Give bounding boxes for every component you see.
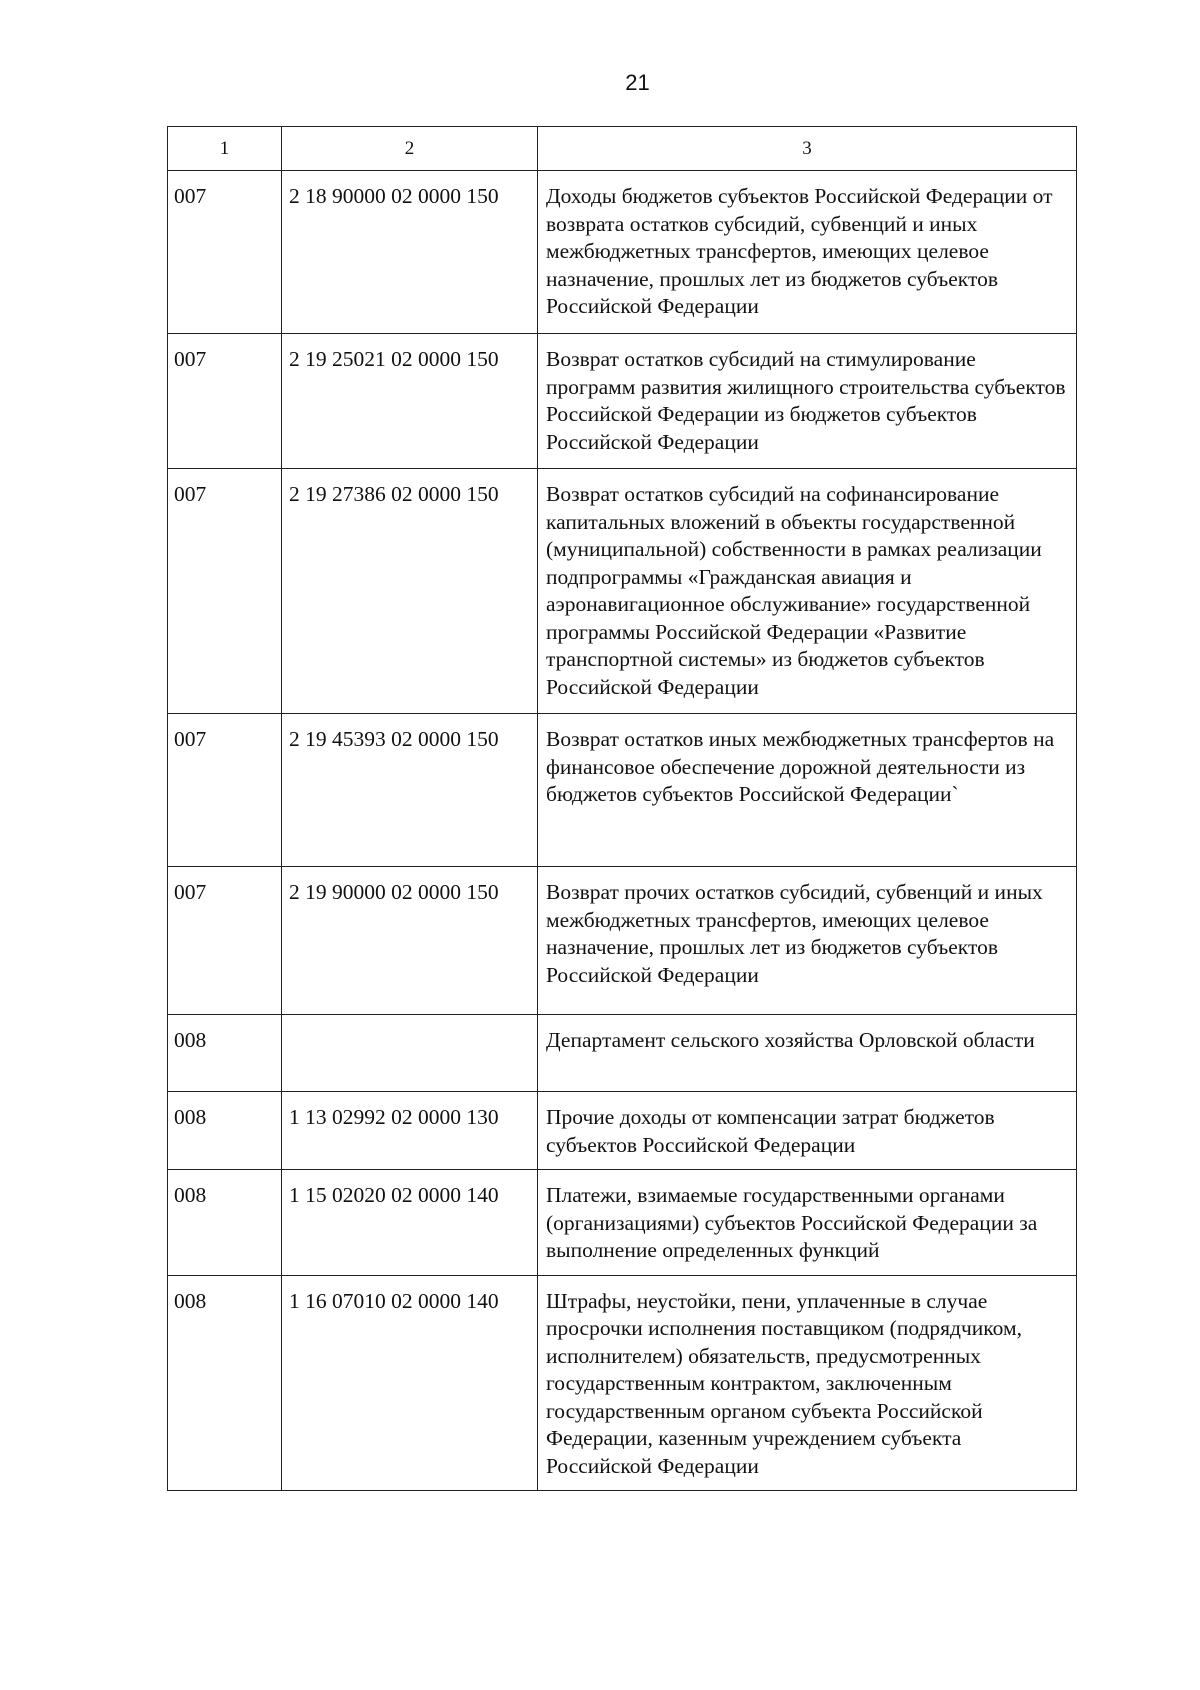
table-row — [168, 334, 1077, 469]
description-cell: Возврат остатков иных межбюджетных трансфертов на финансовое обеспечение дорожной деятельности из бюджетов субъектов Российской Федерации` — [538, 714, 1077, 867]
description-cell: Возврат остатков субсидий на стимулирование программ развития жилищного строительства субъектов Российской Федерации из бюджетов субъектов Российской Федерации — [538, 334, 1077, 469]
revenue-code-cell — [282, 1015, 538, 1092]
revenue-code-cell: 1 13 02992 02 0000 130 — [282, 1092, 538, 1170]
department-name-cell: Департамент сельского хозяйства Орловской области — [538, 1015, 1077, 1092]
description-cell: Прочие доходы от компенсации затрат бюджетов субъектов Российской Федерации — [538, 1092, 1077, 1170]
revenue-code-cell: 2 19 25021 02 0000 150 — [282, 334, 538, 469]
table-row — [168, 714, 1077, 867]
table-row — [168, 469, 1077, 714]
table-row — [168, 1015, 1077, 1092]
page-number: 21 — [625, 70, 650, 95]
revenue-code-cell: 2 18 90000 02 0000 150 — [282, 171, 538, 334]
table-header-row — [168, 127, 1077, 171]
revenue-code-cell: 2 19 90000 02 0000 150 — [282, 867, 538, 1015]
description-cell: Штрафы, неустойки, пени, уплаченные в случае просрочки исполнения поставщиком (подрядчиком, исполнителем) обязательств, предусмотренных государственным контрактом, заключенным государственным органом субъекта Российской Федерации, казенным учреждением субъекта Российской Федерации — [538, 1275, 1077, 1491]
table-row — [168, 1275, 1077, 1491]
admin-code-cell: 008 — [168, 1015, 282, 1092]
revenue-codes-table — [167, 126, 1077, 1491]
table-row — [168, 1092, 1077, 1170]
revenue-code-cell: 2 19 27386 02 0000 150 — [282, 469, 538, 714]
admin-code-cell: 008 — [168, 1092, 282, 1170]
table-row — [168, 171, 1077, 334]
admin-code-cell: 007 — [168, 469, 282, 714]
table-row — [168, 1170, 1077, 1276]
description-cell: Возврат прочих остатков субсидий, субвенций и иных межбюджетных трансфертов, имеющих целевое назначение, прошлых лет из бюджетов субъектов Российской Федерации — [538, 867, 1077, 1015]
admin-code-cell: 007 — [168, 171, 282, 334]
admin-code-cell: 007 — [168, 714, 282, 867]
admin-code-cell: 008 — [168, 1170, 282, 1276]
description-cell: Платежи, взимаемые государственными органами (организациями) субъектов Российской Федерации за выполнение определенных функций — [538, 1170, 1077, 1276]
revenue-code-cell: 2 19 45393 02 0000 150 — [282, 714, 538, 867]
header-col-2: 2 — [282, 127, 538, 171]
admin-code-cell: 008 — [168, 1275, 282, 1491]
description-cell: Возврат остатков субсидий на софинансирование капитальных вложений в объекты государственной (муниципальной) собственности в рамках реализации подпрограммы «Гражданская авиация и аэронавигационное обслуживание» государственной программы Российской Федерации «Развитие транспортной системы» из бюджетов субъектов Российской Федерации — [538, 469, 1077, 714]
table-row — [168, 867, 1077, 1015]
admin-code-cell: 007 — [168, 867, 282, 1015]
description-cell: Доходы бюджетов субъектов Российской Федерации от возврата остатков субсидий, субвенций и иных межбюджетных трансфертов, имеющих целевое назначение, прошлых лет из бюджетов субъектов Российской Федерации — [538, 171, 1077, 334]
header-col-1: 1 — [168, 127, 282, 171]
revenue-code-cell: 1 16 07010 02 0000 140 — [282, 1275, 538, 1491]
header-col-3: 3 — [538, 127, 1077, 171]
admin-code-cell: 007 — [168, 334, 282, 469]
revenue-code-cell: 1 15 02020 02 0000 140 — [282, 1170, 538, 1276]
